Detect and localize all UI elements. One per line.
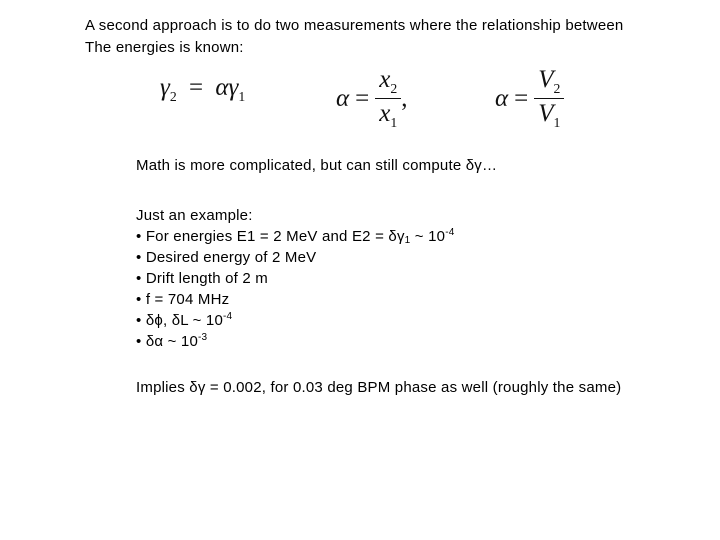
- intro-line-2: The energies is known:: [85, 39, 244, 56]
- equation-gamma: [160, 74, 245, 105]
- eq1-rhs: αγ: [215, 74, 239, 101]
- eq3-fraction: [534, 66, 564, 131]
- eq2-equals: =: [355, 84, 370, 112]
- math-note: Math is more complicated, but can still compute δγ…: [136, 157, 498, 174]
- eq2-denominator: $x_1$: [375, 98, 401, 131]
- eq1-rhs-sub: 1: [238, 89, 246, 104]
- eq2-comma: ,: [401, 84, 408, 112]
- eq1-equals: =: [188, 74, 204, 101]
- eq1-lhs: γ: [160, 74, 170, 101]
- eq3-denominator: $V_1$: [534, 98, 564, 131]
- eq2-fraction: [375, 66, 401, 131]
- eq3-numerator: $V_2$: [538, 66, 561, 96]
- intro-line-1: A second approach is to do two measurements where the relationship between: [85, 17, 624, 34]
- example-title: Just an example:: [136, 207, 253, 224]
- equation-alpha-x: [336, 66, 407, 131]
- eq3-equals: =: [514, 84, 529, 112]
- example-item-delta-phi: • δϕ, δL ~ $10^{-4}$: [136, 311, 233, 329]
- equation-alpha-v: [495, 66, 564, 131]
- eq2-lhs: α: [336, 84, 350, 112]
- example-item-drift-length: • Drift length of 2 m: [136, 270, 269, 287]
- example-item-desired-energy: • Desired energy of 2 MeV: [136, 249, 317, 266]
- implies-conclusion: Implies δγ = 0.002, for 0.03 deg BPM phase as well (roughly the same): [136, 379, 622, 396]
- example-item-delta-alpha: • δα ~ $10^{-3}$: [136, 332, 208, 350]
- example-item-frequency: • f = 704 MHz: [136, 291, 230, 308]
- eq3-lhs: α: [495, 84, 509, 112]
- intro-text: [85, 15, 685, 59]
- example-item-energies: • For energies E1 = 2 MeV and $E2 = \delta\gamma_1$ ~ $10^{-4}$: [136, 227, 455, 246]
- eq2-numerator: $x_2$: [379, 66, 398, 96]
- example-block: [136, 205, 454, 352]
- eq1-lhs-sub: 2: [169, 89, 177, 104]
